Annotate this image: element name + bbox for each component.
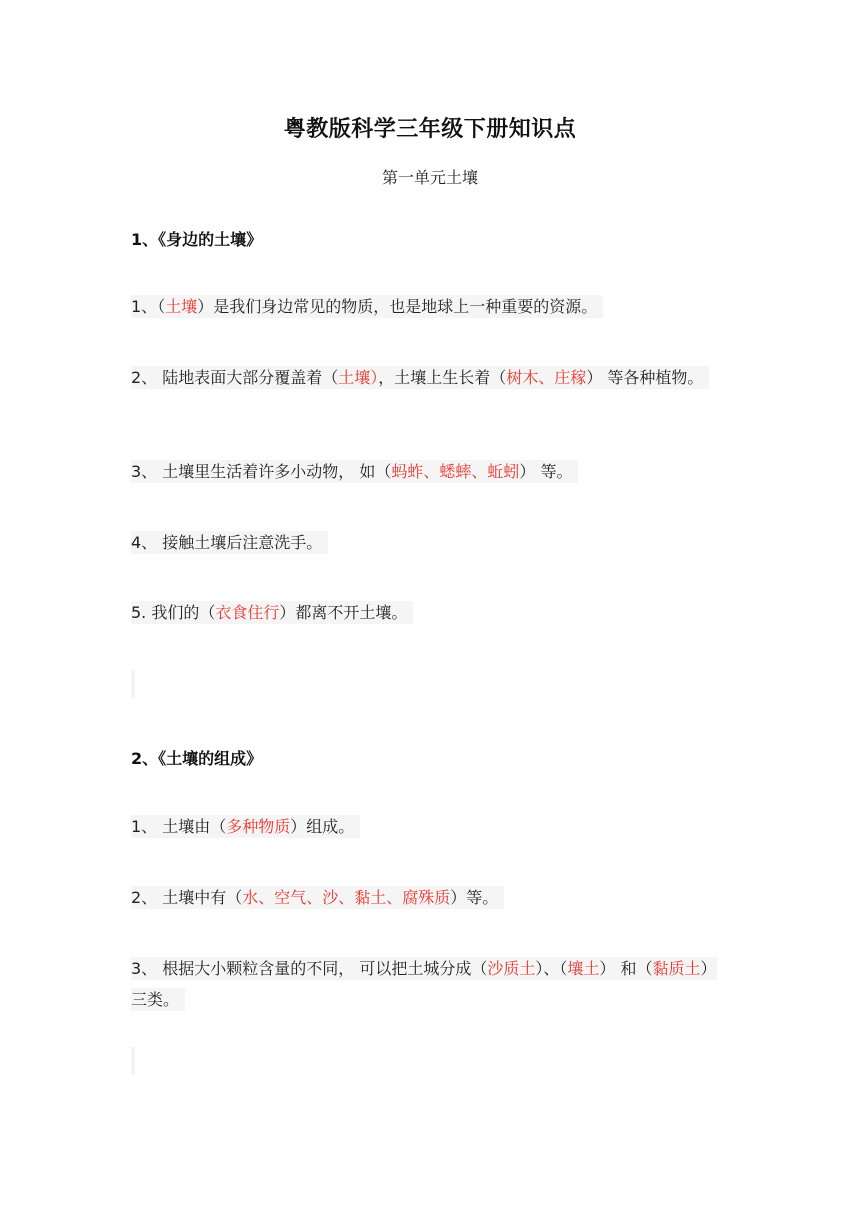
item-text [131,366,709,389]
item-text [131,601,413,624]
list-item [131,811,731,842]
item-text [131,886,504,909]
item-text-part: ）、（ [535,959,568,978]
item-text-part: ） 和（ [599,959,653,978]
item-number: 5. [131,603,147,622]
item-text-part: ）组成。 [290,817,355,836]
item-number: 3、 [131,959,158,978]
item-number: 3、 [131,462,158,481]
item-text-part: （ [157,297,166,316]
item-text-part: 我们的（ [146,603,216,622]
highlighted-answer: 多种物质 [226,817,291,836]
highlighted-answer: 沙质土 [487,959,536,978]
item-number: 2、 [131,368,158,387]
document-title: 粤教版科学三年级下册知识点 [283,117,577,142]
item-number: 1、 [131,297,158,316]
item-text-part: 土壤由（ [157,817,227,836]
item-text-part: ） 等各种植物。 [586,368,704,387]
highlighted-answer: 土壤） [338,368,379,387]
item-text-part: ） 等。 [519,462,573,481]
highlighted-answer: 水、空气、沙、黏土、腐殊质 [242,888,451,907]
unit-subtitle: 第一单元土壤 [381,168,478,187]
item-text-part: 接触土壤后注意洗手。 [157,533,323,552]
item-text-part: 根据大小颗粒含量的不同， 可以把土城分成（ [157,959,488,978]
item-text-part: 陆地表面大部分覆盖着（ [157,368,339,387]
item-text-part: ）等。 [450,888,499,907]
list-item [131,882,731,913]
list-item [131,362,731,393]
section-heading-2: 2、《土壤的组成》 [131,749,263,768]
item-text [131,531,328,554]
blank-line [131,670,135,698]
item-text-part: ，土壤上生长着（ [378,368,507,387]
item-text-part: ）都离不开土壤。 [279,603,408,622]
highlighted-answer: 土壤 [165,297,198,316]
item-text [131,815,360,838]
list-item [131,291,731,322]
highlighted-answer: 蚂蚱、蟋蟀、蚯蚓 [391,462,520,481]
item-text-part: ）是我们身边常见的物质，也是地球上一种重要的资源。 [197,297,598,316]
highlighted-answer: 黏质土 [652,959,701,978]
section-heading-1: 1、《身边的土壤》 [131,230,263,249]
item-text [131,295,603,318]
item-number: 4、 [131,533,158,552]
highlighted-answer: 壤土 [567,959,600,978]
list-item [131,597,731,628]
item-text [131,460,578,483]
item-text [131,957,717,1011]
highlighted-answer: 树木、庄稼 [506,368,587,387]
highlighted-answer: 衣食住行 [215,603,280,622]
list-item [131,527,731,558]
item-text-part: 土壤中有（ [157,888,243,907]
list-item [131,953,731,1015]
item-number: 1、 [131,817,158,836]
blank-line [131,1047,135,1075]
item-text-part: ）三类。 [131,959,717,1009]
item-text-part: 土壤里生活着许多小动物， 如（ [157,462,392,481]
list-item [131,456,731,487]
item-number: 2、 [131,888,158,907]
